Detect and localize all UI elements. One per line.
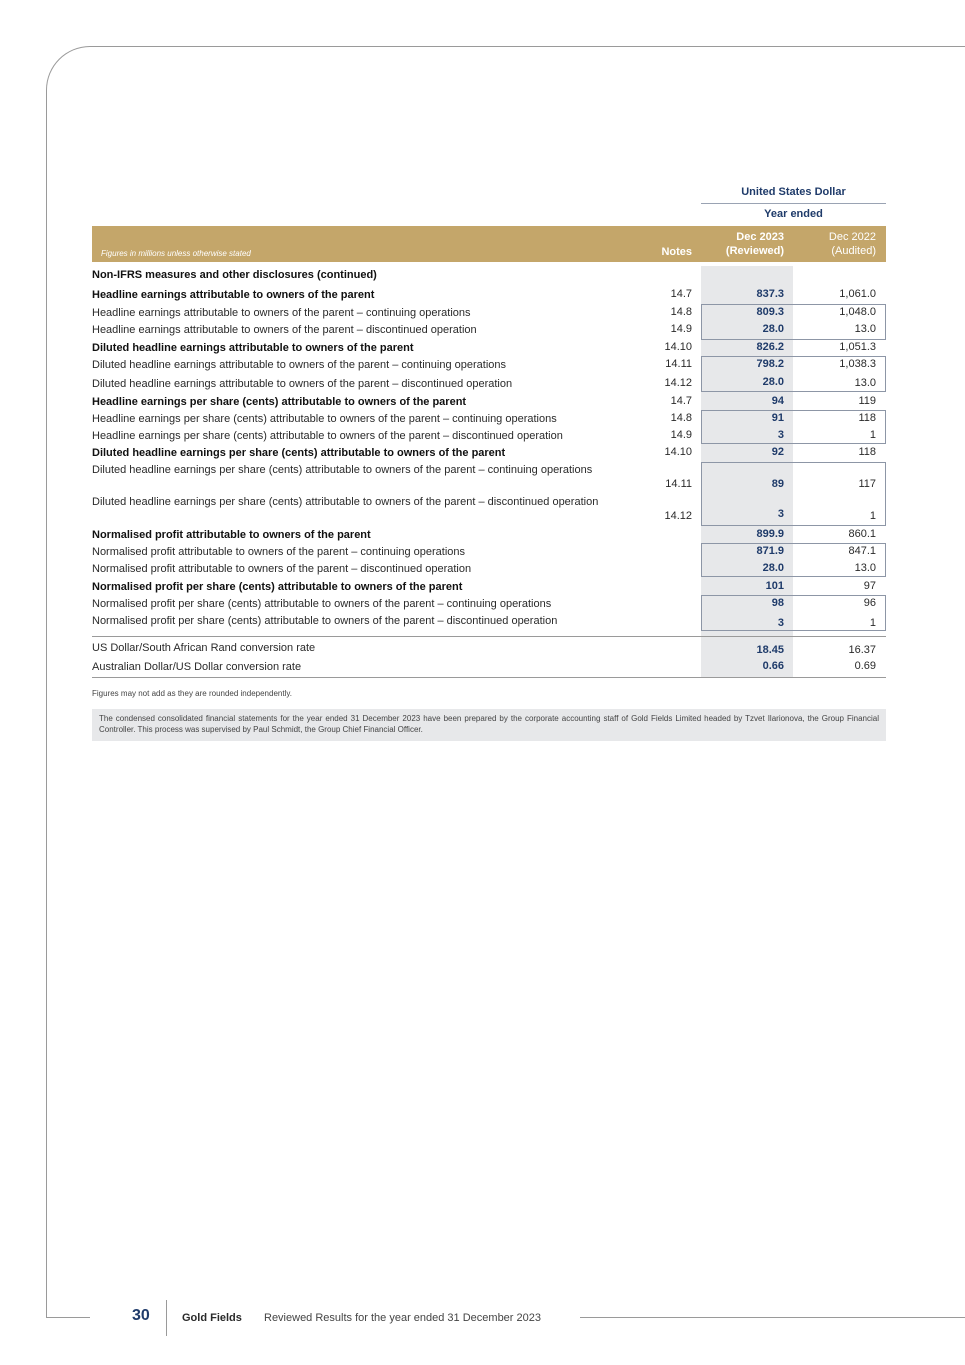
row-label: Normalised profit per share (cents) attributable to owners of the parent – discontinued operation (92, 615, 558, 627)
notes-column-header: Notes (661, 246, 692, 258)
value-2023: 826.2 (756, 341, 784, 353)
footer-separator (166, 1300, 167, 1336)
row-label: Normalised profit per share (cents) attributable to owners of the parent – continuing operations (92, 598, 552, 610)
value-2022: 1 (869, 429, 876, 441)
row-note: 14.12 (664, 510, 692, 522)
row-note: 14.8 (670, 412, 692, 424)
row-label: Diluted headline earnings attributable to owners of the parent – discontinued operation (92, 378, 513, 390)
value-2023: 94 (771, 395, 784, 407)
value-2023: 809.3 (756, 306, 784, 318)
value-2023: 899.9 (756, 528, 784, 540)
column-header-2022: Dec 2022 (Audited) (828, 231, 876, 257)
row-label: US Dollar/South African Rand conversion rate (92, 642, 316, 654)
page-number: 30 (132, 1307, 150, 1324)
row-note: 14.9 (670, 429, 692, 441)
value-2023: 18.45 (756, 644, 784, 656)
value-2023: 28.0 (762, 323, 784, 335)
divider (92, 677, 886, 678)
value-2022: 13.0 (854, 377, 876, 389)
value-2022: 0.69 (854, 660, 876, 672)
footer-brand: Gold Fields (182, 1312, 242, 1324)
row-label: Diluted headline earnings attributable to owners of the parent (92, 342, 414, 354)
value-2023: 91 (771, 412, 784, 424)
value-2023: 89 (771, 478, 784, 490)
row-note: 14.7 (670, 288, 692, 300)
value-2022: 1,051.3 (839, 341, 876, 353)
value-2022: 118 (858, 446, 876, 458)
value-2023: 28.0 (762, 562, 784, 574)
value-2023: 101 (765, 580, 784, 592)
value-2023: 871.9 (756, 545, 784, 557)
row-label: Normalised profit attributable to owners of the parent (92, 529, 371, 541)
row-note: 14.12 (664, 377, 692, 389)
row-label: Australian Dollar/US Dollar conversion rate (92, 661, 302, 673)
value-2022: 860.1 (848, 528, 876, 540)
row-label: Headline earnings per share (cents) attributable to owners of the parent – discontinued operation (92, 430, 563, 442)
value-2022: 1,061.0 (839, 288, 876, 300)
value-2022: 847.1 (848, 545, 876, 557)
row-label: Headline earnings per share (cents) attributable to owners of the parent – continuing operations (92, 413, 557, 425)
row-label: Diluted headline earnings per share (cents) attributable to owners of the parent (92, 447, 506, 459)
value-2022: 1,038.3 (839, 358, 876, 370)
row-note: 14.10 (664, 446, 692, 458)
table-header (92, 226, 886, 262)
row-label: Diluted headline earnings per share (cents) attributable to owners of the parent – continuing operations (92, 464, 593, 476)
row-note: 14.9 (670, 323, 692, 335)
value-2023: 837.3 (756, 288, 784, 300)
section-title: Non-IFRS measures and other disclosures (continued) (92, 269, 377, 281)
value-2022: 13.0 (854, 323, 876, 335)
frame-divider (46, 1317, 90, 1318)
value-2022: 1 (869, 617, 876, 629)
divider (92, 636, 886, 637)
row-note: 14.7 (670, 395, 692, 407)
currency-underline (701, 203, 886, 204)
value-2022: 96 (863, 597, 876, 609)
row-label: Headline earnings per share (cents) attributable to owners of the parent (92, 396, 467, 408)
value-2022: 117 (858, 478, 876, 490)
value-2023: 0.66 (762, 660, 784, 672)
value-2022: 97 (863, 580, 876, 592)
row-label: Diluted headline earnings per share (cents) attributable to owners of the parent – discontinued operation (92, 496, 599, 508)
row-label: Normalised profit attributable to owners of the parent – discontinued operation (92, 563, 472, 575)
value-2023: 3 (777, 508, 784, 520)
currency-heading: United States Dollar (741, 186, 846, 198)
value-2022: 118 (858, 412, 876, 424)
row-label: Headline earnings attributable to owners of the parent (92, 289, 375, 301)
row-label: Normalised profit attributable to owners of the parent – continuing operations (92, 546, 465, 558)
row-label: Diluted headline earnings attributable to owners of the parent – continuing operations (92, 359, 506, 371)
value-2022: 119 (858, 395, 876, 407)
row-note: 14.11 (665, 358, 692, 370)
row-note: 14.11 (665, 478, 692, 490)
preparation-note: The condensed consolidated financial statements for the year ended 31 December 2023 have been prepared by the corporate accounting staff of Gold Fields Limited headed by Tzvet Ilarionova, the Group Financial Controller. This process was supervised by Paul Schmidt, the Group Chief Financial Officer. (92, 709, 886, 741)
column-header-2023: Dec 2023 (Reviewed) (725, 231, 784, 257)
footer-divider (580, 1317, 965, 1318)
row-label: Normalised profit per share (cents) attributable to owners of the parent (92, 581, 463, 593)
value-2023: 92 (771, 446, 784, 458)
row-label: Headline earnings attributable to owners of the parent – discontinued operation (92, 324, 477, 336)
period-heading: Year ended (764, 208, 823, 220)
value-2022: 16.37 (848, 644, 876, 656)
figures-note: Figures in millions unless otherwise stated (101, 249, 251, 258)
row-label: Headline earnings attributable to owners of the parent – continuing operations (92, 307, 471, 319)
value-2022: 13.0 (854, 562, 876, 574)
value-2022: 1,048.0 (839, 306, 876, 318)
value-2023: 3 (777, 617, 784, 629)
value-2023: 28.0 (762, 376, 784, 388)
value-2023: 798.2 (756, 358, 784, 370)
footer-subtitle: Reviewed Results for the year ended 31 December 2023 (264, 1312, 541, 1324)
row-note: 14.8 (670, 306, 692, 318)
value-2023: 3 (777, 429, 784, 441)
row-note: 14.10 (664, 341, 692, 353)
rounding-footnote: Figures may not add as they are rounded independently. (92, 689, 292, 698)
value-2022: 1 (869, 510, 876, 522)
value-2023: 98 (771, 597, 784, 609)
